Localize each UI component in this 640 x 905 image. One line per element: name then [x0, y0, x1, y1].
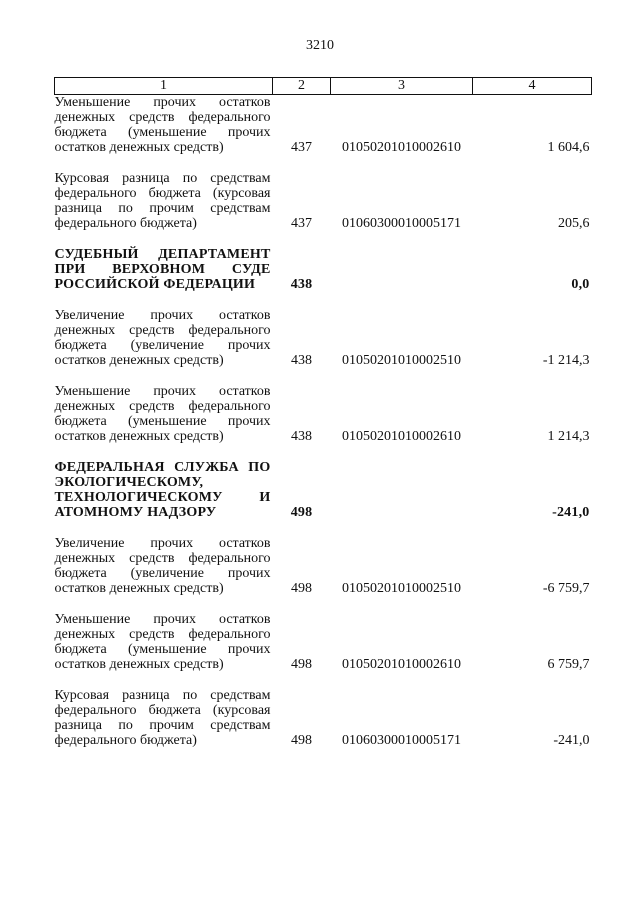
- header-col-1: 1: [55, 78, 273, 95]
- row-amount: 6 759,7: [547, 657, 590, 672]
- row-kbk: 01050201010002610: [342, 140, 461, 155]
- row-amount: 205,6: [558, 216, 590, 231]
- row-name: ФЕДЕРАЛЬНАЯ СЛУЖБА ПО ЭКОЛОГИЧЕСКОМУ, ТЕХНОЛОГИЧЕСКОМУ И АТОМНОМУ НАДЗОРУ: [54, 460, 271, 520]
- row-amount: 1 604,6: [547, 140, 590, 155]
- row-amount: -241,0: [552, 505, 590, 520]
- row-name: Уменьшение прочих остатков денежных средств федерального бюджета (уменьшение прочих остатков денежных средств): [54, 384, 271, 444]
- row-name: Уменьшение прочих остатков денежных средств федерального бюджета (уменьшение прочих остатков денежных средств): [54, 95, 271, 155]
- header-col-3: 3: [331, 78, 473, 95]
- row-amount: 0,0: [571, 277, 590, 292]
- row-amount: -241,0: [553, 733, 590, 748]
- row-code: 438: [290, 277, 313, 292]
- row-kbk: 01060300010005171: [342, 216, 461, 231]
- header-col-2: 2: [273, 78, 331, 95]
- row-kbk: 01050201010002510: [342, 353, 461, 368]
- table-row: [55, 292, 592, 368]
- row-code: 437: [291, 140, 312, 155]
- table-row: [55, 520, 592, 596]
- row-code: 498: [291, 733, 312, 748]
- table-row: [55, 95, 592, 156]
- row-name: Увеличение прочих остатков денежных средств федерального бюджета (увеличение прочих остатков денежных средств): [54, 308, 271, 368]
- row-name: Уменьшение прочих остатков денежных средств федерального бюджета (уменьшение прочих остатков денежных средств): [54, 612, 271, 672]
- row-code: 498: [291, 657, 312, 672]
- table-row: [55, 672, 592, 748]
- row-amount: -6 759,7: [542, 581, 590, 596]
- row-code: 438: [291, 429, 312, 444]
- row-code: 437: [291, 216, 312, 231]
- table-row: [55, 368, 592, 444]
- budget-table: [54, 77, 592, 748]
- row-code: 498: [290, 505, 313, 520]
- row-amount: 1 214,3: [547, 429, 590, 444]
- table-body: [55, 95, 592, 749]
- row-kbk: 01050201010002510: [342, 581, 461, 596]
- row-amount: -1 214,3: [542, 353, 590, 368]
- row-kbk: 01050201010002610: [342, 429, 461, 444]
- table-header: [55, 78, 592, 95]
- table-row: [55, 155, 592, 231]
- page-number: 3210: [306, 38, 334, 53]
- row-code: 438: [291, 353, 312, 368]
- table-row: [55, 444, 592, 520]
- row-kbk: [331, 231, 473, 292]
- table-row: [55, 596, 592, 672]
- header-col-4: 4: [473, 78, 592, 95]
- row-kbk: 01060300010005171: [342, 733, 461, 748]
- row-name: Курсовая разница по средствам федерального бюджета (курсовая разница по прочим средствам федерального бюджета): [54, 688, 271, 748]
- row-name: Увеличение прочих остатков денежных средств федерального бюджета (увеличение прочих остатков денежных средств): [54, 536, 271, 596]
- row-kbk: [331, 444, 473, 520]
- row-name: Курсовая разница по средствам федерального бюджета (курсовая разница по прочим средствам федерального бюджета): [54, 171, 271, 231]
- row-code: 498: [291, 581, 312, 596]
- row-kbk: 01050201010002610: [342, 657, 461, 672]
- table-row: [55, 231, 592, 292]
- row-name: СУДЕБНЫЙ ДЕПАРТАМЕНТ ПРИ ВЕРХОВНОМ СУДЕ РОССИЙСКОЙ ФЕДЕРАЦИИ: [54, 247, 271, 292]
